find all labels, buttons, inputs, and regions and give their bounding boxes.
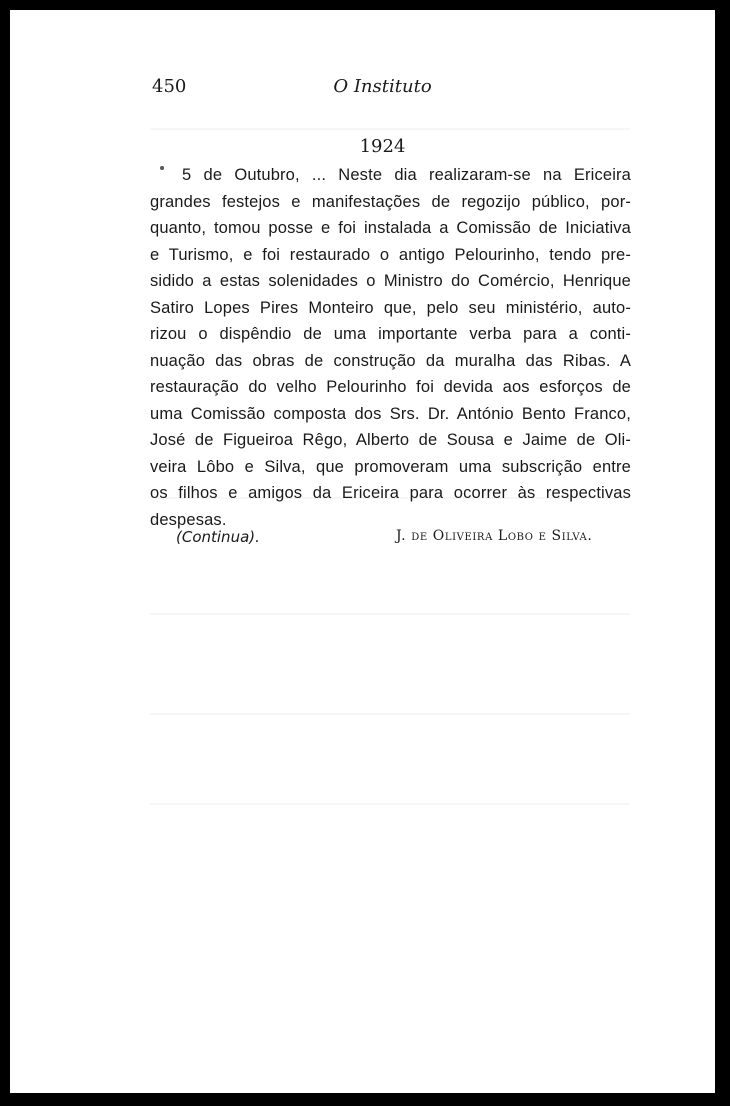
text-line: quanto, tomou posse e foi instalada a Comissão de Iniciativa [150,219,631,237]
show-through-line [150,128,630,130]
text-line: uma Comissão composta dos Srs. Dr. António Bento Franco, [150,404,631,423]
text-line: despesas. [150,510,227,529]
text-line: veira Lôbo e Silva, que promoveram uma subscrição entre [150,457,631,476]
text-line: grandes festejos e manifestações de regozijo público, por- [150,192,631,211]
author-signature: J. de Oliveira Lobo e Silva. [396,528,593,544]
page-header [10,76,715,100]
show-through-line [150,713,630,715]
text-line: José de Figueiroa Rêgo, Alberto de Sousa e Jaime de Oli- [150,431,631,449]
running-title: O Instituto [333,76,432,97]
text-line: os filhos e amigos da Ericeira para ocorrer às respectivas [150,484,631,502]
signature-row [10,528,715,552]
page-sheet [10,10,715,1093]
text-line: sidido a estas solenidades o Ministro do Comércio, Henrique [150,272,631,290]
text-line: e Turismo, e foi restaurado o antigo Pelourinho, tendo pre- [150,245,631,264]
text-line: nuação das obras de construção da muralha das Ribas. A [150,351,631,370]
text-line: Satiro Lopes Pires Monteiro que, pelo seu ministério, auto- [150,298,631,317]
show-through-line [150,803,630,805]
text-line: restauração do velho Pelourinho foi devida aos esforços de [150,378,631,396]
continuation-note: (Continua). [176,528,260,546]
text-line: 5 de Outubro, ... Neste dia realizaram-se na Ericeira [182,166,631,184]
page-number: 450 [152,76,187,97]
text-line: rizou o dispêndio de uma importante verba para a conti- [150,325,631,343]
article-body [150,162,631,533]
section-year: 1924 [359,136,406,157]
show-through-line [150,613,630,615]
